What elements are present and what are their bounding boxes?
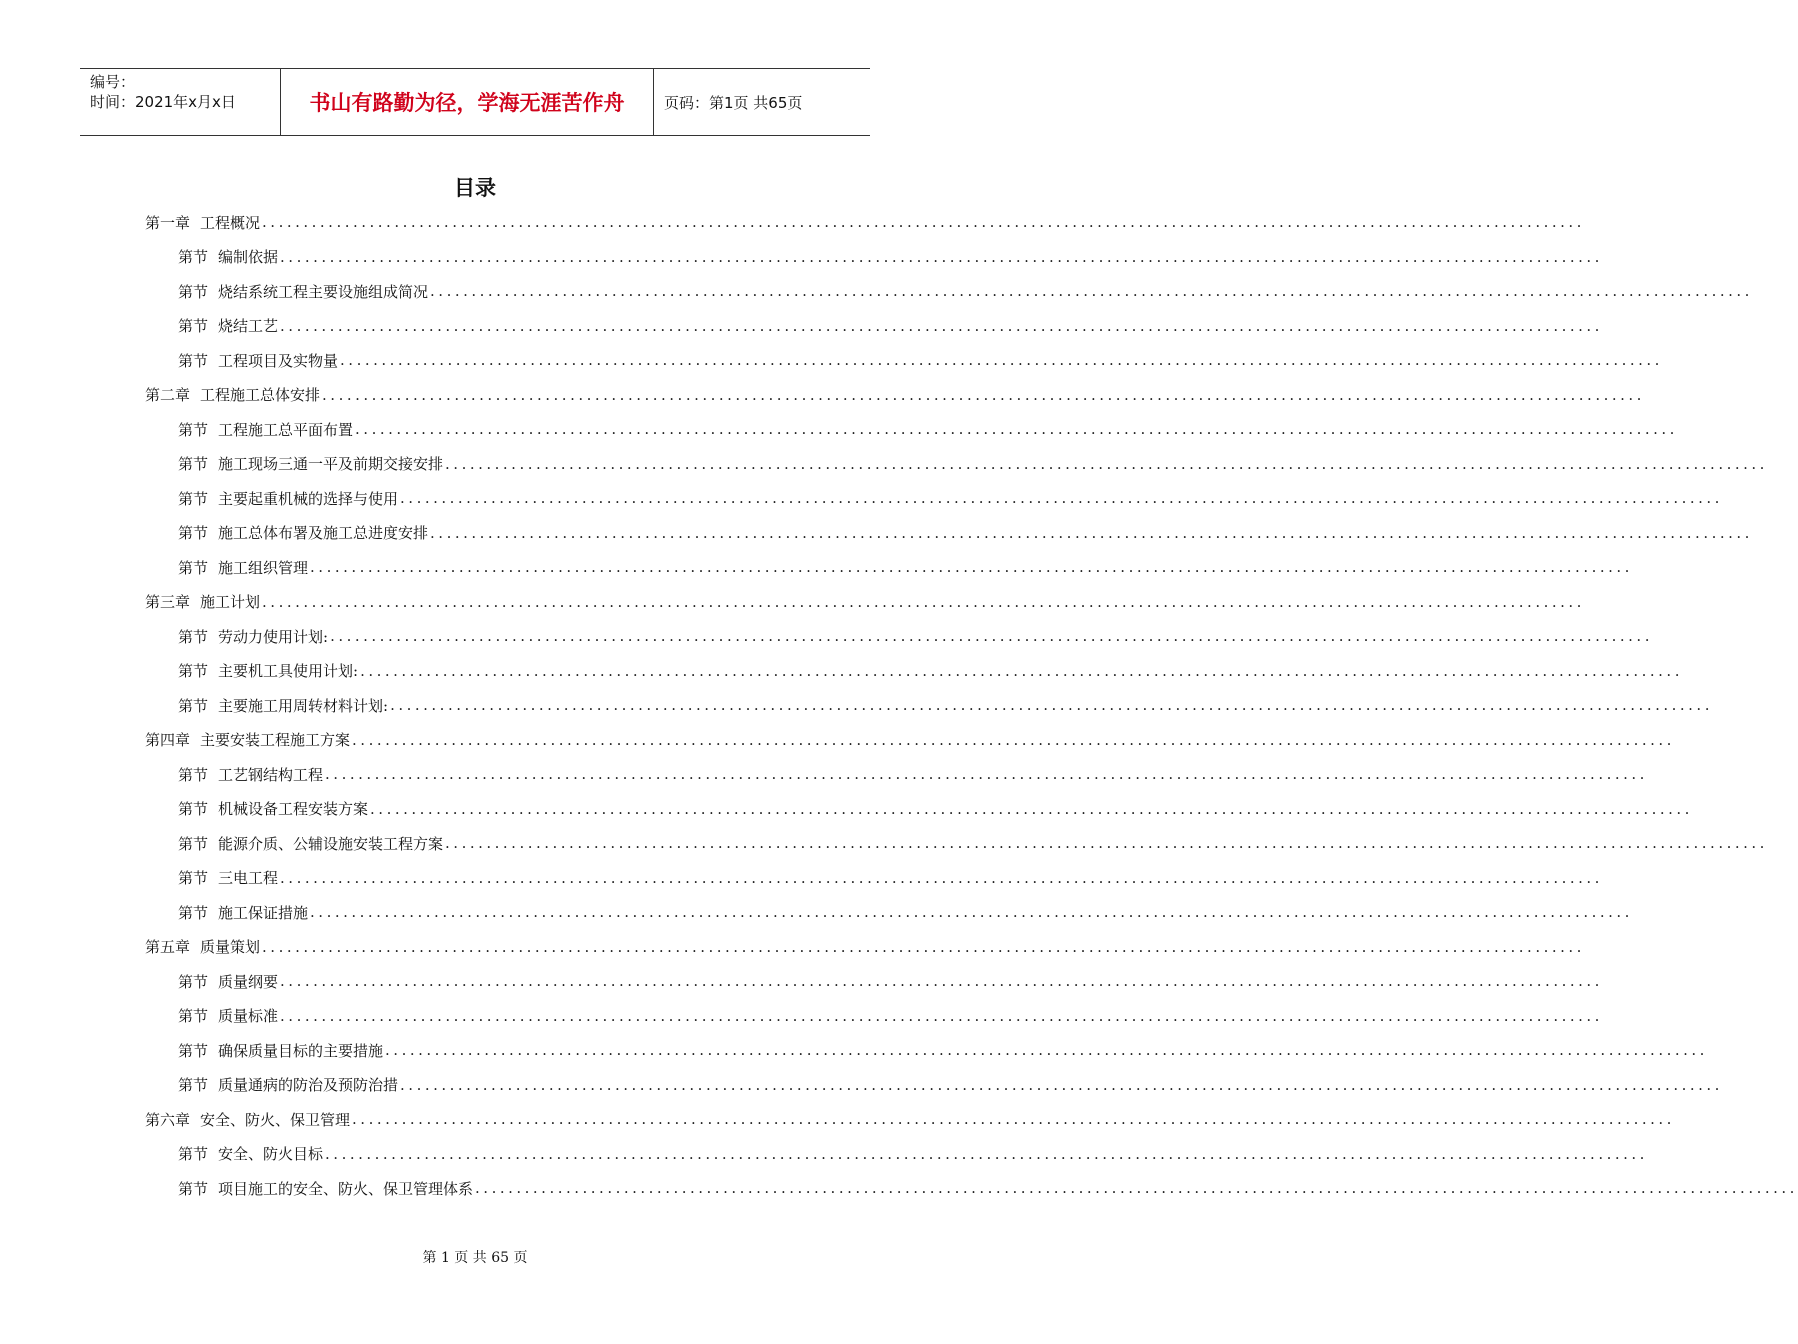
toc-entry-number: 第节	[178, 1145, 209, 1164]
toc-leader-dots: ................................................................................................................................................................	[385, 1041, 1708, 1060]
header-page-info: 页码：第1页 共65页	[664, 93, 803, 112]
toc-leader-dots: ................................................................................................................................................................	[352, 1110, 1675, 1129]
toc-chapter-entry[interactable]	[145, 930, 1585, 965]
toc-entry-title: 机械设备工程安装方案	[218, 800, 369, 819]
toc-entry-number: 第节	[178, 489, 209, 508]
toc-entry-title: 烧结系统工程主要设施组成简况	[218, 282, 429, 301]
toc-entry-title: 施工现场三通一平及前期交接安排	[218, 455, 444, 474]
toc-section-entry[interactable]	[145, 654, 1683, 689]
header-motto: 书山有路勤为径，学海无涯苦作舟	[281, 69, 654, 135]
toc-entry-number: 第节	[178, 524, 209, 543]
toc-entry-title: 工程施工总体安排	[200, 386, 321, 405]
document-time-label: 时间：2021年x月x日	[90, 93, 236, 111]
toc-section-entry[interactable]	[145, 792, 1693, 827]
toc-entry-number: 第节	[178, 351, 209, 370]
toc-section-entry[interactable]	[145, 1033, 1708, 1068]
toc-entry-number: 第节	[178, 420, 209, 439]
toc-entry-number: 第节	[178, 1076, 209, 1095]
toc-entry-title: 质量策划	[200, 938, 261, 957]
toc-entry-number: 第节	[178, 765, 209, 784]
toc-leader-dots: ................................................................................................................................................................	[280, 972, 1603, 991]
toc-section-entry[interactable]	[145, 447, 1768, 482]
toc-entry-number: 第四章	[145, 731, 191, 750]
toc-section-entry[interactable]	[145, 481, 1723, 516]
toc-entry-number: 第节	[178, 662, 209, 681]
toc-leader-dots: ................................................................................................................................................................	[400, 489, 1723, 508]
toc-entry-title: 工程概况	[200, 213, 261, 232]
toc-section-entry[interactable]	[145, 619, 1653, 654]
toc-leader-dots: ................................................................................................................................................................	[280, 868, 1603, 887]
toc-leader-dots: ................................................................................................................................................................	[322, 385, 1645, 404]
toc-leader-dots: ................................................................................................................................................................	[370, 799, 1693, 818]
toc-entry-number: 第六章	[145, 1110, 191, 1129]
toc-entry-number: 第节	[178, 1179, 209, 1198]
toc-section-entry[interactable]	[145, 688, 1713, 723]
toc-leader-dots: ................................................................................................................................................................	[400, 1075, 1723, 1094]
toc-leader-dots: ................................................................................................................................................................	[340, 351, 1663, 370]
toc-section-entry[interactable]	[145, 861, 1603, 896]
toc-entry-number: 第三章	[145, 593, 191, 612]
toc-leader-dots: ................................................................................................................................................................	[280, 247, 1603, 266]
toc-entry-title: 安全、防火、保卫管理	[200, 1110, 351, 1129]
toc-section-entry[interactable]	[145, 274, 1753, 309]
toc-entry-title: 主要机工具使用计划:	[218, 662, 359, 681]
toc-entry-title: 劳动力使用计划:	[218, 627, 329, 646]
table-of-contents	[145, 205, 1798, 1206]
toc-section-entry[interactable]	[145, 999, 1603, 1034]
toc-entry-title: 施工保证措施	[218, 903, 309, 922]
toc-section-entry[interactable]	[145, 516, 1753, 551]
toc-entry-number: 第一章	[145, 213, 191, 232]
toc-leader-dots: ................................................................................................................................................................	[430, 523, 1753, 542]
toc-entry-number: 第节	[178, 1007, 209, 1026]
toc-leader-dots: ................................................................................................................................................................	[310, 903, 1633, 922]
toc-entry-number: 第节	[178, 903, 209, 922]
toc-entry-title: 施工计划	[200, 593, 261, 612]
toc-chapter-entry[interactable]	[145, 378, 1645, 413]
toc-section-entry[interactable]	[145, 412, 1678, 447]
toc-entry-title: 主要安装工程施工方案	[200, 731, 351, 750]
toc-entry-number: 第节	[178, 558, 209, 577]
toc-section-entry[interactable]	[145, 1068, 1723, 1103]
toc-entry-title: 三电工程	[218, 869, 279, 888]
toc-leader-dots: ................................................................................................................................................................	[262, 213, 1585, 232]
toc-title: 目录	[454, 176, 496, 200]
toc-section-entry[interactable]	[145, 343, 1663, 378]
toc-entry-number: 第节	[178, 800, 209, 819]
page-header	[80, 68, 870, 136]
toc-leader-dots: ................................................................................................................................................................	[280, 1006, 1603, 1025]
toc-entry-title: 确保质量目标的主要措施	[218, 1041, 384, 1060]
toc-chapter-entry[interactable]	[145, 585, 1585, 620]
toc-entry-number: 第五章	[145, 938, 191, 957]
toc-leader-dots: ................................................................................................................................................................	[445, 454, 1768, 473]
toc-entry-title: 工艺钢结构工程	[218, 765, 324, 784]
toc-entry-number: 第节	[178, 972, 209, 991]
toc-leader-dots: ................................................................................................................................................................	[262, 592, 1585, 611]
toc-leader-dots: ................................................................................................................................................................	[262, 937, 1585, 956]
toc-leader-dots: ................................................................................................................................................................	[325, 765, 1648, 784]
toc-entry-title: 主要起重机械的选择与使用	[218, 489, 399, 508]
toc-entry-number: 第节	[178, 317, 209, 336]
toc-section-entry[interactable]	[145, 240, 1603, 275]
toc-entry-title: 安全、防火目标	[218, 1145, 324, 1164]
toc-entry-title: 工程施工总平面布置	[218, 420, 354, 439]
toc-entry-title: 工程项目及实物量	[218, 351, 339, 370]
toc-chapter-entry[interactable]	[145, 723, 1675, 758]
toc-section-entry[interactable]	[145, 964, 1603, 999]
toc-chapter-entry[interactable]	[145, 205, 1585, 240]
toc-entry-number: 第节	[178, 455, 209, 474]
toc-entry-title: 能源介质、公辅设施安装工程方案	[218, 834, 444, 853]
toc-entry-number: 第二章	[145, 386, 191, 405]
toc-leader-dots: ................................................................................................................................................................	[430, 282, 1753, 301]
toc-entry-title: 施工总体布署及施工总进度安排	[218, 524, 429, 543]
toc-leader-dots: ................................................................................................................................................................	[355, 420, 1678, 439]
toc-entry-title: 质量通病的防治及预防治措	[218, 1076, 399, 1095]
toc-entry-number: 第节	[178, 282, 209, 301]
toc-entry-number: 第节	[178, 627, 209, 646]
toc-leader-dots: ................................................................................................................................................................	[330, 627, 1653, 646]
toc-section-entry[interactable]	[145, 757, 1648, 792]
toc-chapter-entry[interactable]	[145, 1102, 1675, 1137]
toc-section-entry[interactable]	[145, 1171, 1798, 1206]
header-meta	[80, 69, 281, 135]
toc-entry-number: 第节	[178, 696, 209, 715]
toc-entry-title: 质量标准	[218, 1007, 279, 1026]
toc-section-entry[interactable]	[145, 550, 1633, 585]
toc-section-entry[interactable]	[145, 309, 1603, 344]
document-number-label: 编号：	[90, 73, 136, 91]
toc-leader-dots: ................................................................................................................................................................	[280, 316, 1603, 335]
toc-leader-dots: ................................................................................................................................................................	[445, 834, 1768, 853]
toc-entry-number: 第节	[178, 248, 209, 267]
toc-entry-title: 施工组织管理	[218, 558, 309, 577]
toc-leader-dots: ................................................................................................................................................................	[325, 1144, 1648, 1163]
page-footer: 第 1 页 共 65 页	[422, 1250, 528, 1266]
toc-entry-title: 质量纲要	[218, 972, 279, 991]
toc-section-entry[interactable]	[145, 895, 1633, 930]
toc-entry-title: 项目施工的安全、防火、保卫管理体系	[218, 1179, 474, 1198]
toc-entry-title: 烧结工艺	[218, 317, 279, 336]
toc-entry-number: 第节	[178, 834, 209, 853]
toc-section-entry[interactable]	[145, 1137, 1648, 1172]
toc-leader-dots: ................................................................................................................................................................	[310, 558, 1633, 577]
toc-leader-dots: ................................................................................................................................................................	[360, 661, 1683, 680]
toc-section-entry[interactable]	[145, 826, 1768, 861]
toc-entry-number: 第节	[178, 869, 209, 888]
toc-entry-number: 第节	[178, 1041, 209, 1060]
toc-leader-dots: ................................................................................................................................................................	[475, 1179, 1798, 1198]
toc-leader-dots: ................................................................................................................................................................	[352, 730, 1675, 749]
toc-entry-title: 主要施工用周转材料计划:	[218, 696, 389, 715]
toc-leader-dots: ................................................................................................................................................................	[390, 696, 1713, 715]
toc-entry-title: 编制依据	[218, 248, 279, 267]
